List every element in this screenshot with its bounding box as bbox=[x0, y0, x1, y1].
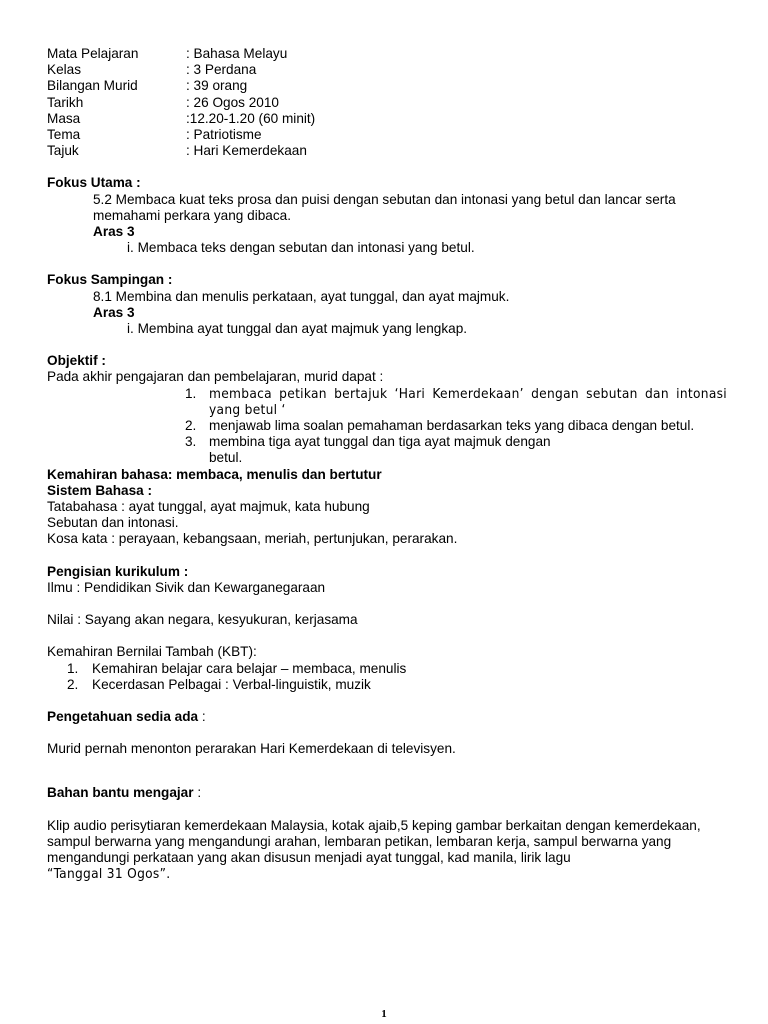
objektif-item-text: membaca petikan bertajuk ‘Hari Kemerdekaan’ dengan sebutan dan intonasi yang betul ‘ bbox=[209, 385, 727, 418]
objektif-item-number: 1. bbox=[185, 385, 197, 401]
lesson-plan-page bbox=[47, 46, 727, 882]
fokus-utama-aras: Aras 3 bbox=[93, 224, 135, 240]
fokus-sampingan-heading: Fokus Sampingan : bbox=[47, 272, 173, 288]
fokus-utama-heading: Fokus Utama : bbox=[47, 175, 141, 191]
header-value: : 39 orang bbox=[186, 78, 248, 94]
objektif-intro: Pada akhir pengajaran dan pembelajaran, murid dapat : bbox=[47, 369, 384, 385]
kbt-heading: Kemahiran Bernilai Tambah (KBT): bbox=[47, 644, 257, 660]
fokus-utama-item: 5.2 Membaca kuat teks prosa dan puisi dengan sebutan dan intonasi yang betul dan lancar serta memahami perkara yang dibaca. bbox=[93, 191, 676, 223]
bahan-heading-line bbox=[47, 785, 727, 801]
header-row-theme bbox=[47, 127, 727, 143]
kbt-item bbox=[47, 677, 727, 693]
kbt-item bbox=[47, 661, 727, 677]
header-label: Masa bbox=[47, 110, 81, 126]
header-row-class bbox=[47, 62, 727, 78]
bahan-song: “Tanggal 31 Ogos”. bbox=[47, 866, 171, 883]
fokus-utama-aras-item: i. Membaca teks dengan sebutan dan intonasi yang betul. bbox=[127, 240, 475, 256]
sistem-bahasa-line: Tatabahasa : ayat tunggal, ayat majmuk, kata hubung bbox=[47, 499, 370, 515]
header-row-topic bbox=[47, 143, 727, 159]
kemahiran-bahasa-heading: Kemahiran bahasa: membaca, menulis dan bertutur bbox=[47, 466, 382, 482]
objektif-item bbox=[47, 434, 727, 450]
fokus-sampingan-section bbox=[47, 272, 727, 337]
header-row-pupils bbox=[47, 78, 727, 94]
objektif-item-number bbox=[185, 450, 209, 466]
header-row-time bbox=[47, 111, 727, 127]
header-row-date bbox=[47, 95, 727, 111]
header-block bbox=[47, 46, 727, 159]
sistem-bahasa-line: Kosa kata : perayaan, kebangsaan, meriah, pertunjukan, perarakan. bbox=[47, 531, 458, 547]
objektif-item bbox=[47, 450, 727, 466]
header-label: Kelas bbox=[47, 62, 82, 78]
fokus-sampingan-item: 8.1 Membina dan menulis perkataan, ayat tunggal, dan ayat majmuk. bbox=[93, 288, 510, 304]
bahan-section bbox=[47, 785, 727, 882]
header-label: Mata Pelajaran bbox=[47, 46, 139, 61]
sistem-bahasa-section bbox=[47, 483, 727, 548]
kbt-item-number: 2. bbox=[67, 676, 79, 692]
sistem-bahasa-heading: Sistem Bahasa : bbox=[47, 482, 153, 498]
pengisian-heading: Pengisian kurikulum : bbox=[47, 563, 189, 579]
header-value: :12.20-1.20 (60 minit) bbox=[186, 110, 316, 126]
pengisian-kurikulum-section bbox=[47, 564, 727, 693]
header-label: Tajuk bbox=[47, 143, 79, 159]
header-value: : 3 Perdana bbox=[186, 62, 257, 78]
kbt-item-text: Kecerdasan Pelbagai : Verbal-linguistik, muzik bbox=[92, 676, 371, 692]
header-label: Tarikh bbox=[47, 94, 84, 110]
header-value: : Bahasa Melayu bbox=[186, 46, 288, 61]
bahan-heading: Bahan bantu mengajar bbox=[47, 785, 194, 801]
objektif-item-text: betul. bbox=[209, 450, 243, 466]
header-row-subject bbox=[47, 46, 727, 62]
pengetahuan-section bbox=[47, 709, 727, 757]
header-value: : Patriotisme bbox=[186, 127, 262, 143]
bahan-text: Klip audio perisytiaran kemerdekaan Malaysia, kotak ajaib,5 keping gambar berkaitan dengan kemerdekaan, sampul berwarna yang mengandungi arahan, lembaran petikan, lembaran kerja, sampul berwarna yang mengandungi perkataan yang akan disusun menjadi ayat tunggal, kad manila, lirik lagu bbox=[47, 817, 701, 865]
objektif-section bbox=[47, 353, 727, 466]
objektif-item bbox=[47, 386, 727, 418]
objektif-item-number: 3. bbox=[185, 434, 197, 450]
header-label: Bilangan Murid bbox=[47, 78, 138, 94]
bahan-colon: : bbox=[193, 785, 202, 801]
fokus-sampingan-aras-item: i. Membina ayat tunggal dan ayat majmuk yang lengkap. bbox=[127, 321, 468, 337]
pengetahuan-colon: : bbox=[198, 708, 206, 724]
header-value: : Hari Kemerdekaan bbox=[186, 143, 307, 159]
pengisian-nilai: Nilai : Sayang akan negara, kesyukuran, kerjasama bbox=[47, 612, 358, 628]
kbt-item-text: Kemahiran belajar cara belajar – membaca, menulis bbox=[92, 660, 407, 676]
fokus-sampingan-aras: Aras 3 bbox=[93, 304, 135, 320]
objektif-item-text: membina tiga ayat tunggal dan tiga ayat majmuk dengan bbox=[209, 434, 551, 450]
sistem-bahasa-line: Sebutan dan intonasi. bbox=[47, 515, 179, 531]
objektif-heading: Objektif : bbox=[47, 353, 106, 369]
pengetahuan-heading: Pengetahuan sedia ada bbox=[47, 708, 199, 724]
kbt-item-number: 1. bbox=[67, 660, 79, 676]
objektif-item-number: 2. bbox=[185, 418, 197, 434]
header-value: : 26 Ogos 2010 bbox=[186, 94, 279, 110]
header-label: Tema bbox=[47, 127, 81, 143]
pengetahuan-heading-line bbox=[47, 709, 727, 725]
pengisian-ilmu: Ilmu : Pendidikan Sivik dan Kewarganegaraan bbox=[47, 579, 326, 595]
objektif-item-text: menjawab lima soalan pemahaman berdasarkan teks yang dibaca dengan betul. bbox=[209, 418, 695, 434]
pengetahuan-text: Murid pernah menonton perarakan Hari Kemerdekaan di televisyen. bbox=[47, 741, 456, 757]
fokus-utama-section bbox=[47, 175, 727, 256]
objektif-item bbox=[47, 418, 727, 434]
page-number: 1 bbox=[381, 1008, 387, 1020]
